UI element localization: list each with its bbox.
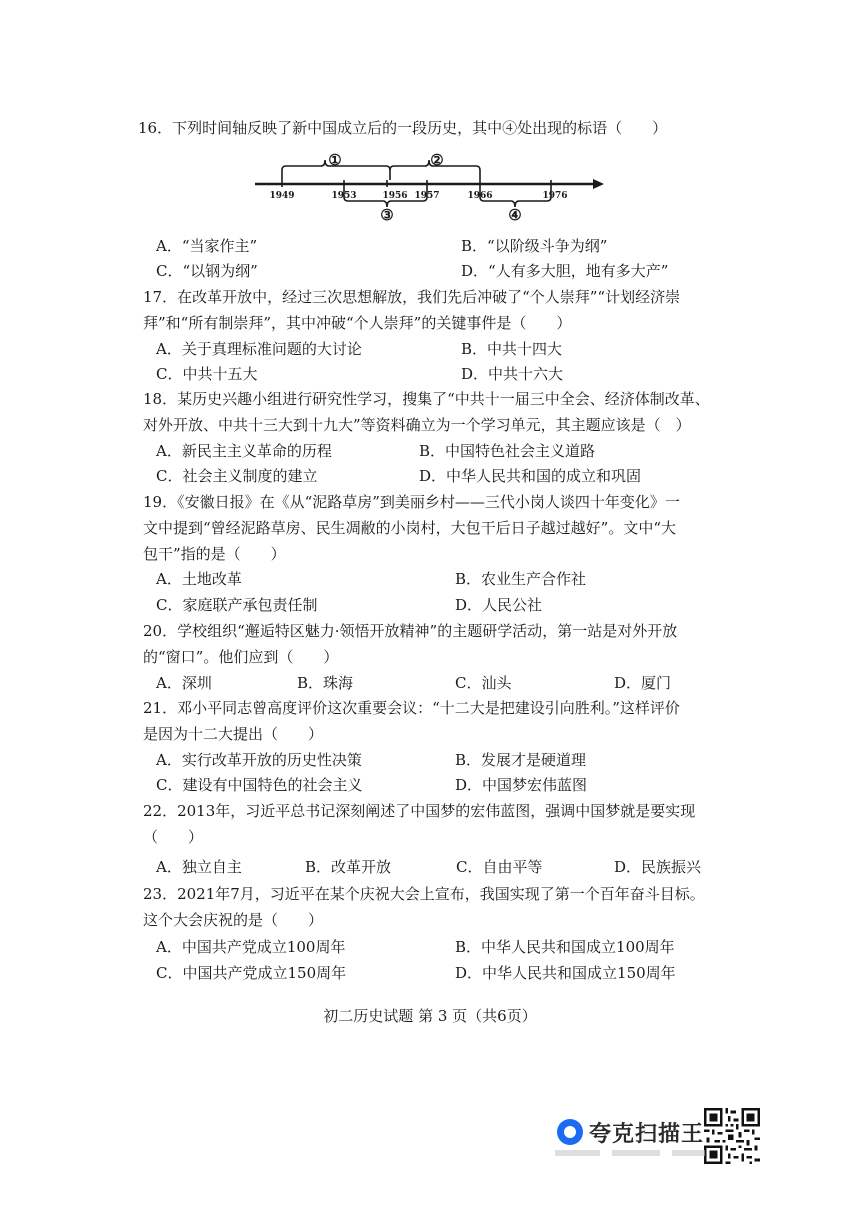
q22-option-a: A．独立自主 [156, 858, 242, 876]
q20-option-d: D．厦门 [614, 674, 672, 692]
q17-option-c: C．中共十五大 [156, 365, 258, 383]
q19-option-c: C．家庭联产承包责任制 [156, 596, 318, 614]
watermark-caption-strip [555, 1150, 705, 1156]
q22-option-d: D．民族振兴 [614, 858, 702, 876]
q23-stem-line1: 23．2021年7月，习近平在某个庆祝大会上宣布，我国实现了第一个百年奋斗目标。 [143, 885, 705, 903]
q17-option-b: B．中共十四大 [461, 340, 563, 358]
q16-timeline [255, 148, 605, 224]
timeline-year-1966: 1966 [467, 191, 493, 201]
q18-option-a: A．新民主主义革命的历程 [156, 442, 332, 460]
q20-option-b: B．珠海 [297, 674, 354, 692]
q19-stem-line1: 19．《安徽日报》在《从“泥路草房”到美丽乡村——三代小岗人谈四十年变化》一 [143, 493, 680, 511]
q19-option-d: D．人民公社 [455, 596, 543, 614]
q20-option-c: C．汕头 [455, 674, 512, 692]
timeline-year-1949: 1949 [269, 191, 295, 201]
q23-option-d: D．中华人民共和国成立150周年 [455, 964, 676, 982]
q19-option-b: B．农业生产合作社 [455, 570, 587, 588]
q20-stem-line2: 的“窗口”。他们应到（ ） [143, 648, 339, 666]
scanner-brand-name: 夸克扫描王 [589, 1121, 705, 1147]
q19-option-a: A．土地改革 [156, 570, 242, 588]
q21-option-a: A．实行改革开放的历史性决策 [156, 751, 362, 769]
q18-stem-line1: 18．某历史兴趣小组进行研究性学习，搜集了“中共十一届三中全会、经济体制改革、 [143, 390, 710, 408]
timeline-marker-4: ④ [508, 206, 522, 224]
q21-stem-line1: 21．邓小平同志曾高度评价这次重要会议：“十二大是把建设引向胜利。”这样评价 [143, 699, 680, 717]
q17-option-d: D．中共十六大 [461, 365, 564, 383]
q18-option-d: D．中华人民共和国的成立和巩固 [419, 467, 642, 485]
q22-option-c: C．自由平等 [456, 858, 543, 876]
quark-logo-icon [557, 1119, 583, 1145]
timeline-year-1976: 1976 [542, 191, 568, 201]
q22-stem-line1: 22．2013年，习近平总书记深刻阐述了中国梦的宏伟蓝图，强调中国梦就是要实现 [143, 802, 696, 820]
q17-stem-line2: 拜”和“所有制崇拜”，其中冲破“个人崇拜”的关键事件是（ ） [143, 314, 572, 332]
qr-code-icon [704, 1108, 760, 1164]
q19-stem-line2: 文中提到“曾经泥路草房、民生凋敝的小岗村，大包干后日子越过越好”。文中“大 [143, 519, 677, 537]
timeline-year-1953: 1953 [331, 191, 357, 201]
q18-option-b: B．中国特色社会主义道路 [419, 442, 596, 460]
q22-option-b: B．改革开放 [305, 858, 392, 876]
timeline-arrow-icon [593, 179, 604, 189]
timeline-marker-3: ③ [380, 206, 394, 224]
q21-option-c: C．建设有中国特色的社会主义 [156, 776, 363, 794]
timeline-marker-1: ① [328, 151, 342, 169]
timeline-marker-2: ② [430, 151, 444, 169]
q23-option-b: B．中华人民共和国成立100周年 [455, 938, 675, 956]
page-footer: 初二历史试题 第 3 页（共6页） [323, 1007, 537, 1025]
q21-option-b: B．发展才是硬道理 [455, 751, 587, 769]
q17-stem-line1: 17．在改革开放中，经过三次思想解放，我们先后冲破了“个人崇拜”“计划经济崇 [143, 288, 681, 306]
q16-option-c: C．“以钢为纲” [156, 262, 258, 280]
q22-stem-line2: （ ） [143, 828, 204, 846]
q18-option-c: C．社会主义制度的建立 [156, 467, 318, 485]
q18-stem-line2: 对外开放、中共十三大到十九大”等资料确立为一个学习单元，其主题应该是（ ） [143, 416, 691, 434]
q19-stem-line3: 包干”指的是（ ） [143, 545, 286, 563]
q20-option-a: A．深圳 [156, 674, 212, 692]
q21-option-d: D．中国梦宏伟蓝图 [455, 776, 588, 794]
q16-option-d: D．“人有多大胆，地有多大产” [461, 262, 669, 280]
q23-option-a: A．中国共产党成立100周年 [156, 938, 346, 956]
timeline-year-1956: 1956 [382, 191, 408, 201]
q16-option-b: B．“以阶级斗争为纲” [461, 237, 608, 255]
q17-option-a: A．关于真理标准问题的大讨论 [156, 340, 362, 358]
scanner-watermark [557, 1115, 704, 1149]
timeline-year-1957: 1957 [414, 191, 440, 201]
q23-option-c: C．中国共产党成立150周年 [156, 964, 347, 982]
q20-stem-line1: 20．学校组织“邂逅特区魅力·领悟开放精神”的主题研学活动，第一站是对外开放 [143, 622, 678, 640]
q16-stem: 16．下列时间轴反映了新中国成立后的一段历史，其中④处出现的标语（ ） [138, 119, 668, 137]
q16-option-a: A．“当家作主” [156, 237, 258, 255]
q21-stem-line2: 是因为十二大提出（ ） [143, 725, 324, 743]
q23-stem-line2: 这个大会庆祝的是（ ） [143, 911, 324, 929]
